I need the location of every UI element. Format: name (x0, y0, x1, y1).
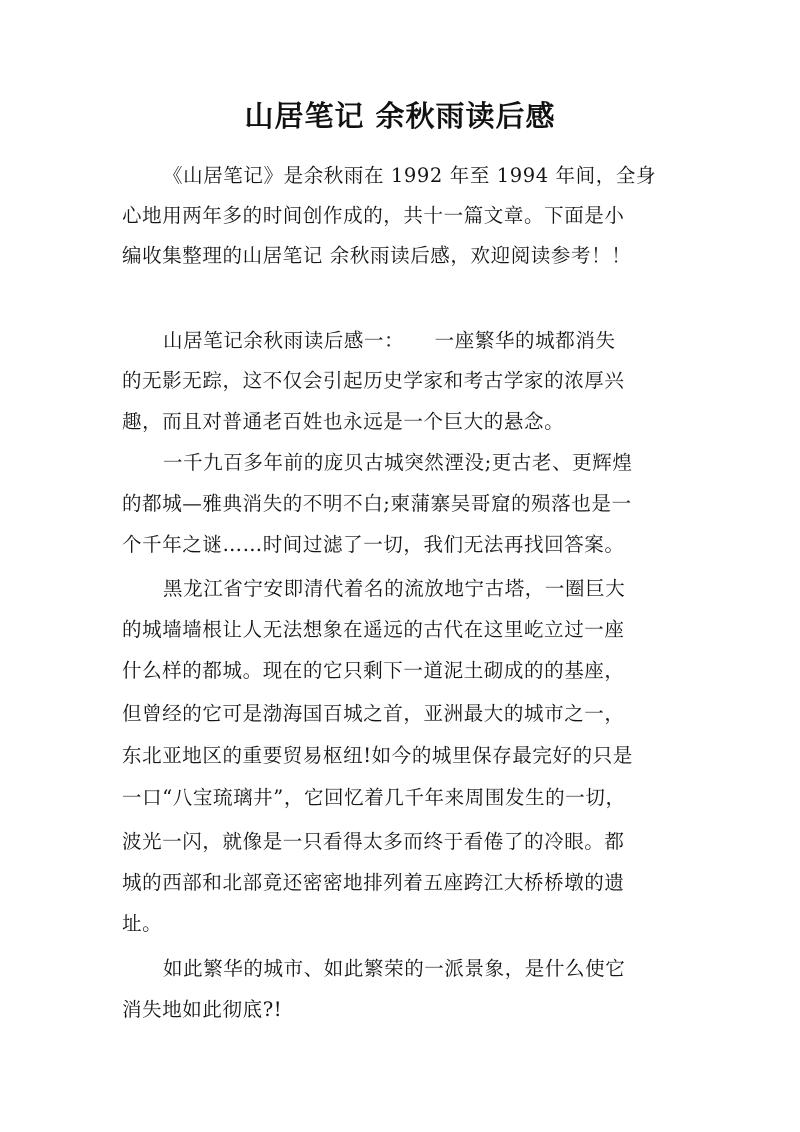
paragraph-question-line-1: 如此繁华的城市、如此繁荣的一派景象，是什么使它 (163, 957, 626, 980)
paragraph-essay-one-line-2: 的无影无踪，这不仅会引起历史学家和考古学家的浓厚兴 (122, 369, 625, 392)
paragraph-intro-line-3: 编收集整理的山居笔记 余秋雨读后感，欢迎阅读参考！！ (122, 244, 632, 267)
paragraph-intro-line-2: 心地用两年多的时间创作成的，共十一篇文章。下面是小 (122, 204, 625, 227)
paragraph-ningguta-line-6: 一口“八宝琉璃井”，它回忆着几千年来周围发生的一切， (122, 786, 626, 809)
paragraph-ningguta-line-2: 的城墙墙根让人无法想象在遥远的古代在这里屹立过一座 (122, 618, 625, 641)
document-title: 山居笔记 余秋雨读后感 (244, 99, 556, 133)
paragraph-ningguta-line-8: 城的西部和北部竟还密密地排列着五座跨江大桥桥墩的遗 (122, 871, 625, 894)
paragraph-ningguta-line-3: 什么样的都城。现在的它只剩下一道泥土砌成的的基座， (122, 659, 625, 682)
paragraph-ancient-cities-line-1: 一千九百多年前的庞贝古城突然湮没;更古老、更辉煌 (163, 451, 633, 474)
paragraph-ningguta-line-7: 波光一闪，就像是一只看得太多而终于看倦了的冷眼。都 (122, 830, 625, 853)
paragraph-question-line-2: 消失地如此彻底?! (122, 998, 283, 1021)
paragraph-ningguta-line-4: 但曾经的它可是渤海国百城之首，亚洲最大的城市之一， (122, 702, 625, 725)
paragraph-ancient-cities-line-3: 个千年之谜……时间过滤了一切，我们无法再找回答案。 (122, 533, 625, 556)
paragraph-ningguta-line-1: 黑龙江省宁安即清代着名的流放地宁古塔，一圈巨大 (163, 577, 626, 600)
paragraph-ningguta-line-5: 东北亚地区的重要贸易枢纽!如今的城里保存最完好的只是 (122, 744, 633, 767)
paragraph-essay-one-line-1: 山居笔记余秋雨读后感一： 一座繁华的城都消失 (163, 329, 616, 352)
paragraph-essay-one-line-3: 趣，而且对普通老百姓也永远是一个巨大的悬念。 (122, 410, 565, 433)
paragraph-ningguta-line-9: 址。 (122, 912, 163, 935)
paragraph-ancient-cities-line-2: 的都城—雅典消失的不明不白;柬蒲寨吴哥窟的殒落也是一 (122, 492, 632, 515)
paragraph-intro-line-1: 《山居笔记》是余秋雨在 1992 年至 1994 年间，全身 (163, 164, 657, 187)
